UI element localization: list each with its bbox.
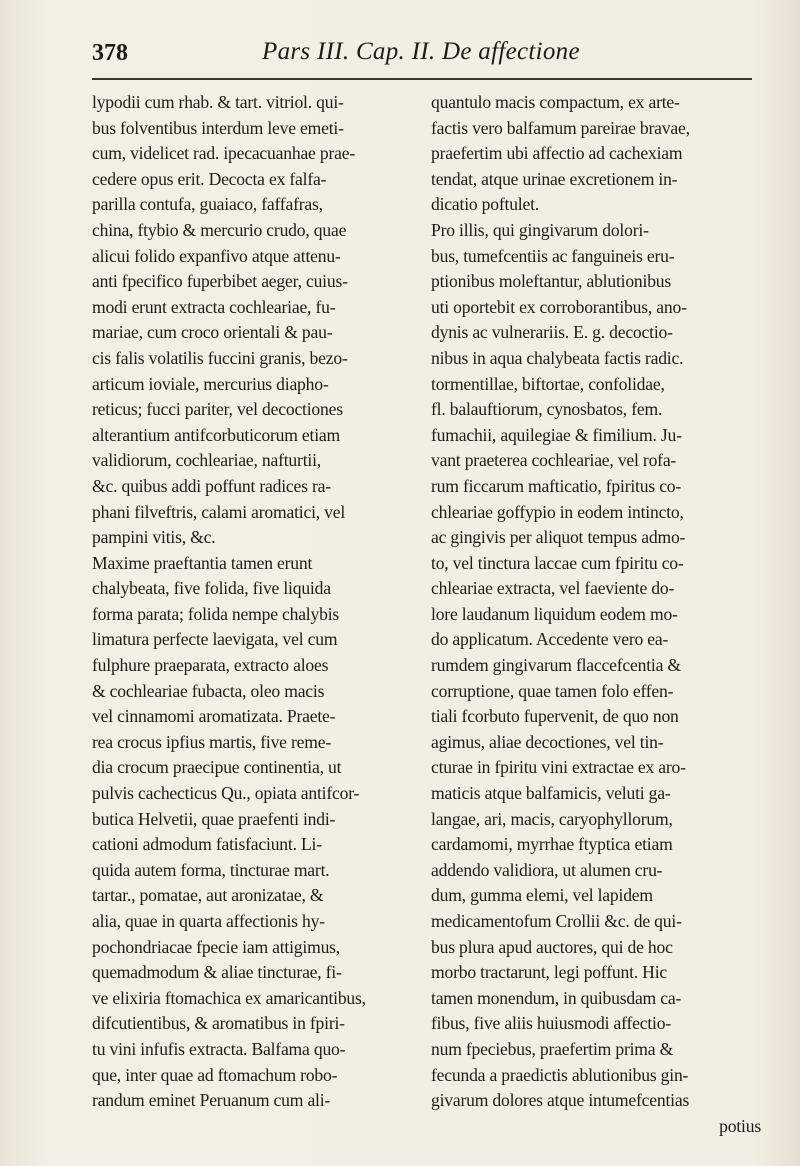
text-line: factis vero balfamum pareirae bravae, [431, 117, 690, 138]
text-line: cedere opus erit. Decocta ex falfa- [92, 168, 327, 189]
text-line: pampini vitis, &c. [92, 527, 216, 548]
text-line: rea crocus ipfius martis, five reme- [92, 731, 332, 752]
text-line: limatura perfecte laevigata, vel cum [92, 629, 338, 650]
text-line: cum, videlicet rad. ipecacuanhae prae- [92, 143, 355, 164]
text-line: cationi admodum fatisfaciunt. Li- [92, 834, 322, 855]
text-line: num fpeciebus, praefertim prima & [431, 1038, 674, 1059]
text-line: praefertim ubi affectio ad cachexiam [431, 143, 683, 164]
text-line: forma parata; folida nempe chalybis [92, 603, 340, 624]
text-line: difcutientibus, & aromatibus in fpiri- [92, 1013, 345, 1034]
text-line: parilla contufa, guaiaco, faffafras, [92, 194, 323, 215]
text-line: articum ioviale, mercurius diapho- [92, 373, 329, 394]
text-line: alia, quae in quarta affectionis hy- [92, 911, 325, 931]
text-line: fl. balauftiorum, cynosbatos, fem. [431, 399, 663, 420]
text-line: chleariae extracta, vel faeviente do- [431, 578, 675, 599]
text-line: anti fpecifico fuperbibet aeger, cuius- [92, 271, 348, 292]
text-line: to, vel tinctura laccae cum fpiritu co- [431, 552, 684, 573]
page-header [92, 38, 750, 74]
text-line: ac gingivis per aliquot tempus admo- [431, 527, 686, 548]
text-line: modi erunt extracta cochleariae, fu- [92, 296, 336, 317]
text-line: pochondriacae fpecie iam attigimus, [92, 936, 341, 957]
text-line: quida autem forma, tincturae mart. [92, 859, 330, 880]
text-line: ve elixiria ftomachica ex amaricantibus, [92, 987, 366, 1008]
text-line: medicamentofum Crollii &c. de qui- [431, 911, 682, 931]
text-line: nibus in aqua chalybeata factis radic. [431, 347, 684, 368]
text-line: vant praeterea cochleariae, vel rofa- [431, 450, 677, 471]
text-line: alicui folido expanfivo atque attenu- [92, 245, 341, 266]
text-line: tartar., pomatae, aut aronizatae, & [92, 885, 324, 906]
text-line: rumdem gingivarum flaccefcentia & [431, 655, 681, 676]
text-line: Pro illis, qui gingivarum dolori- [431, 219, 649, 240]
catchword: potius [719, 1115, 761, 1136]
text-line: dum, gumma elemi, vel lapidem [431, 885, 653, 906]
text-line: china, ftybio & mercurio crudo, quae [92, 219, 347, 240]
text-line: agimus, aliae decoctiones, vel tin- [431, 731, 664, 752]
text-line: corruptione, quae tamen folo effen- [431, 680, 674, 701]
text-line: cardamomi, myrrhae ftyptica etiam [431, 834, 673, 855]
text-line: quemadmodum & aliae tincturae, fi- [92, 962, 342, 983]
text-line: tendat, atque urinae excretionem in- [431, 168, 678, 189]
page-number: 378 [92, 40, 128, 66]
text-line: lypodii cum rhab. & tart. vitriol. qui- [92, 92, 344, 112]
text-line: quantulo macis compactum, ex arte- [431, 92, 680, 112]
right-column [431, 90, 761, 1139]
text-line: validiorum, cochleariae, nafturtii, [92, 450, 321, 471]
text-line: phani filveftris, calami aromatici, vel [92, 501, 346, 522]
text-line: dynis ac vulnerariis. E. g. decoctio- [431, 322, 673, 343]
text-line: rum ficcarum mafticatio, fpiritus co- [431, 475, 682, 496]
text-line: chleariae goffypio in eodem intincto, [431, 501, 684, 522]
text-line: que, inter quae ad ftomachum robo- [92, 1064, 338, 1085]
text-line: tiali fcorbuto fupervenit, de quo non [431, 706, 679, 727]
text-line: pulvis cachecticus Qu., opiata antifcor- [92, 783, 360, 804]
text-line: reticus; fucci pariter, vel decoctiones [92, 399, 343, 420]
text-line: bus, tumefcentiis ac fanguineis eru- [431, 245, 675, 266]
text-line: lore laudanum liquidum eodem mo- [431, 603, 678, 624]
text-line: maticis atque balfamicis, veluti ga- [431, 783, 671, 804]
text-line: tormentillae, biftortae, confolidae, [431, 373, 665, 394]
text-line: cturae in fpiritu vini extractae ex aro- [431, 757, 686, 778]
text-line: fibus, five aliis huiusmodi affectio- [431, 1013, 672, 1034]
header-rule [92, 78, 752, 80]
text-line: dia crocum praecipue continentia, ut [92, 757, 342, 778]
text-line: mariae, cum croco orientali & pau- [92, 322, 333, 343]
text-line: cis falis volatilis fuccini granis, bezo- [92, 347, 348, 368]
text-line: bus folventibus interdum leve emeti- [92, 117, 344, 138]
text-line: randum eminet Peruanum cum ali- [92, 1090, 331, 1111]
text-line: tamen monendum, in quibusdam ca- [431, 987, 682, 1008]
text-line: fulphure praeparata, extracto aloes [92, 655, 329, 676]
text-line: fumachii, aquilegiae & fimilium. Ju- [431, 424, 682, 445]
text-line: givarum dolores atque intumefcentias [431, 1090, 690, 1111]
text-line: addendo validiora, ut alumen cru- [431, 859, 663, 880]
text-line: &c. quibus addi poffunt radices ra- [92, 475, 331, 496]
left-column [92, 90, 422, 1114]
text-line: ptionibus moleftantur, ablutionibus [431, 271, 672, 292]
text-line: uti oportebit ex corroborantibus, ano- [431, 296, 687, 317]
text-line: dicatio poftulet. [431, 194, 539, 215]
text-line: chalybeata, five folida, five liquida [92, 578, 331, 599]
text-line: alterantium antifcorbuticorum etiam [92, 424, 341, 445]
text-line: vel cinnamomi aromatizata. Praete- [92, 706, 336, 727]
text-line: do applicatum. Accedente vero ea- [431, 629, 669, 650]
text-line: fecunda a praedictis ablutionibus gin- [431, 1064, 689, 1085]
text-line: morbo tractarunt, legi poffunt. Hic [431, 962, 667, 983]
text-line: butica Helvetii, quae praefenti indi- [92, 808, 336, 829]
text-line: bus plura apud auctores, qui de hoc [431, 936, 673, 957]
text-line: langae, ari, macis, caryophyllorum, [431, 808, 673, 829]
running-title: Pars III. Cap. II. De affectione [262, 38, 580, 65]
text-line: Maxime praeftantia tamen erunt [92, 552, 313, 573]
text-line: & cochleariae fubacta, oleo macis [92, 680, 325, 701]
text-line: tu vini infufis extracta. Balfama quo- [92, 1038, 346, 1059]
